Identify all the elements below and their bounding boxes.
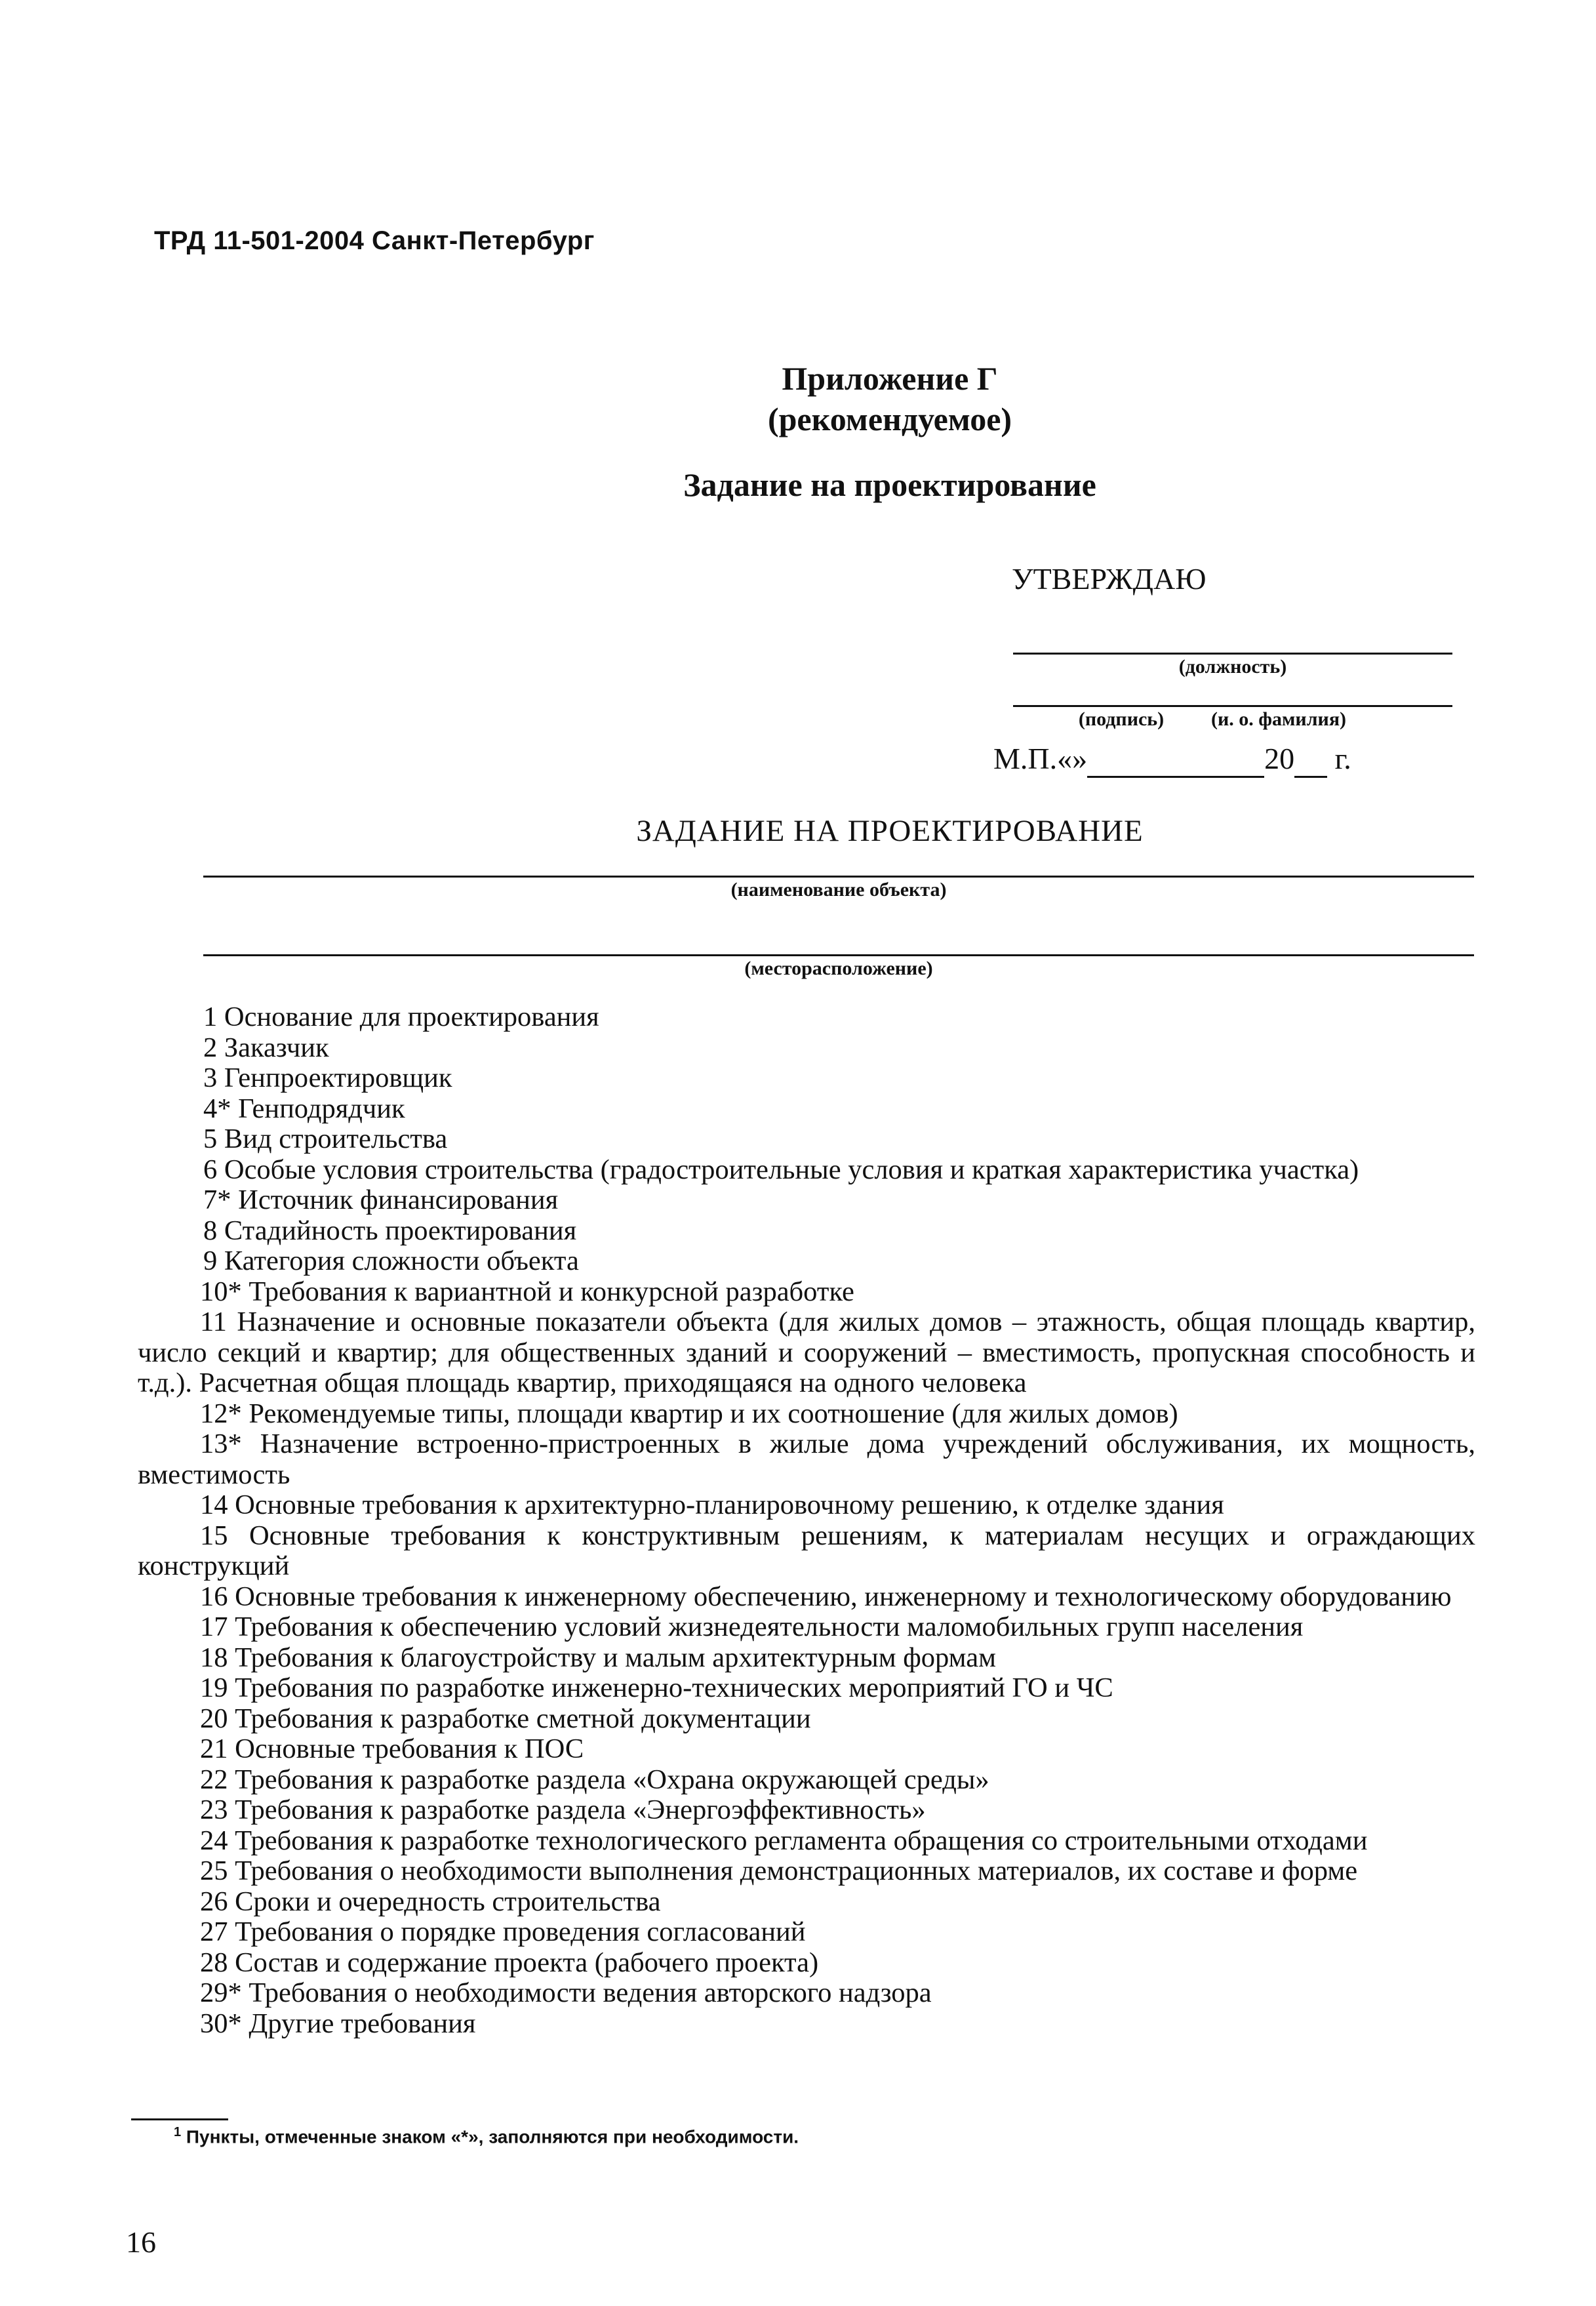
object-name-line bbox=[203, 876, 1474, 878]
page-number: 16 bbox=[126, 2225, 156, 2259]
list-item: 21 Основные требования к ПОС bbox=[200, 1733, 584, 1764]
list-item: 4* Генподрядчик bbox=[203, 1093, 405, 1124]
location-caption: (месторасположение) bbox=[744, 958, 933, 979]
footnote-text: Пункты, отмеченные знаком «*», заполняются при необходимости. bbox=[186, 2126, 799, 2147]
list-item: 14 Основные требования к архитектурно-планировочному решению, к отделке здания bbox=[200, 1489, 1224, 1520]
list-item: 23 Требования к разработке раздела «Энергоэффективность» bbox=[200, 1794, 926, 1825]
appendix-title: Приложение Г bbox=[782, 360, 998, 397]
object-name-caption: (наименование объекта) bbox=[730, 879, 947, 900]
list-item: 10* Требования к вариантной и конкурсной разработке bbox=[200, 1276, 854, 1307]
list-item: 6 Особые условия строительства (градостроительные условия и краткая характеристика участка) bbox=[203, 1154, 1359, 1185]
list-item: 28 Состав и содержание проекта (рабочего проекта) bbox=[200, 1947, 819, 1978]
position-caption: (должность) bbox=[1178, 656, 1287, 678]
list-item: 27 Требования о порядке проведения согласований bbox=[200, 1916, 806, 1947]
year-suffix: г. bbox=[1334, 742, 1351, 775]
footnote-rule bbox=[131, 2118, 228, 2120]
list-item: 1 Основание для проектирования bbox=[203, 1001, 599, 1032]
appendix-subtitle: (рекомендуемое) bbox=[767, 401, 1012, 437]
list-item: 11 Назначение и основные показатели объекта (для жилых домов – этажность, общая площадь квартир, число секций и квартир; для общественных зданий и сооружений – вместимость, пропускная способность и т.д.). Расчетная общая площадь квартир, приходящаяся на одного человека bbox=[138, 1306, 1475, 1398]
list-item: 25 Требования о необходимости выполнения демонстрационных материалов, их составе и форме bbox=[200, 1855, 1358, 1886]
document-title: ЗАДАНИЕ НА ПРОЕКТИРОВАНИЕ bbox=[636, 814, 1144, 848]
list-item: 15 Основные требования к конструктивным решениям, к материалам несущих и ограждающих конструкций bbox=[138, 1520, 1475, 1581]
approve-label: УТВЕРЖДАЮ bbox=[1012, 562, 1207, 596]
list-item: 8 Стадийность проектирования bbox=[203, 1215, 577, 1246]
list-item: 2 Заказчик bbox=[203, 1032, 329, 1063]
list-item: 24 Требования к разработке технологического регламента обращения со строительными отходами bbox=[200, 1825, 1368, 1856]
task-title: Задание на проектирование bbox=[683, 466, 1096, 503]
list-item: 20 Требования к разработке сметной документации bbox=[200, 1703, 811, 1734]
list-item: 22 Требования к разработке раздела «Охрана окружающей среды» bbox=[200, 1764, 989, 1795]
stamp-date-line bbox=[993, 741, 1351, 778]
document-code-header: ТРД 11-501-2004 Санкт-Петербург bbox=[154, 226, 595, 255]
list-item: 9 Категория сложности объекта bbox=[203, 1245, 579, 1276]
year-blank bbox=[1294, 741, 1327, 778]
footnote-marker: 1 bbox=[174, 2125, 182, 2139]
list-item: 13* Назначение встроенно-пристроенных в жилые дома учреждений обслуживания, их мощность, вместимость bbox=[138, 1428, 1475, 1490]
list-item: 19 Требования по разработке инженерно-технических мероприятий ГО и ЧС bbox=[200, 1672, 1113, 1703]
list-item: 16 Основные требования к инженерному обеспечению, инженерному и технологическому оборудованию bbox=[200, 1581, 1452, 1612]
date-blank bbox=[1087, 741, 1264, 778]
location-line bbox=[203, 954, 1474, 956]
list-item: 12* Рекомендуемые типы, площади квартир и их соотношение (для жилых домов) bbox=[200, 1398, 1178, 1429]
list-item: 30* Другие требования bbox=[200, 2008, 476, 2039]
list-item: 18 Требования к благоустройству и малым архитектурным формам bbox=[200, 1642, 996, 1673]
list-item: 26 Сроки и очередность строительства bbox=[200, 1886, 661, 1917]
list-item: 7* Источник финансирования bbox=[203, 1184, 559, 1215]
list-item: 3 Генпроектировщик bbox=[203, 1062, 452, 1093]
footnote bbox=[174, 2125, 799, 2147]
name-caption: (и. о. фамилия) bbox=[1210, 708, 1347, 730]
mp-prefix: М.П.«» bbox=[993, 742, 1088, 775]
position-line bbox=[1013, 653, 1452, 655]
list-item: 5 Вид строительства bbox=[203, 1123, 448, 1154]
year-prefix: 20 bbox=[1264, 742, 1295, 775]
list-item: 29* Требования о необходимости ведения авторского надзора bbox=[200, 1977, 932, 2008]
list-item: 17 Требования к обеспечению условий жизнедеятельности маломобильных групп населения bbox=[200, 1611, 1304, 1642]
signature-line bbox=[1013, 705, 1452, 707]
signature-caption: (подпись) bbox=[1078, 708, 1165, 730]
requirements-list bbox=[138, 1002, 1475, 2039]
